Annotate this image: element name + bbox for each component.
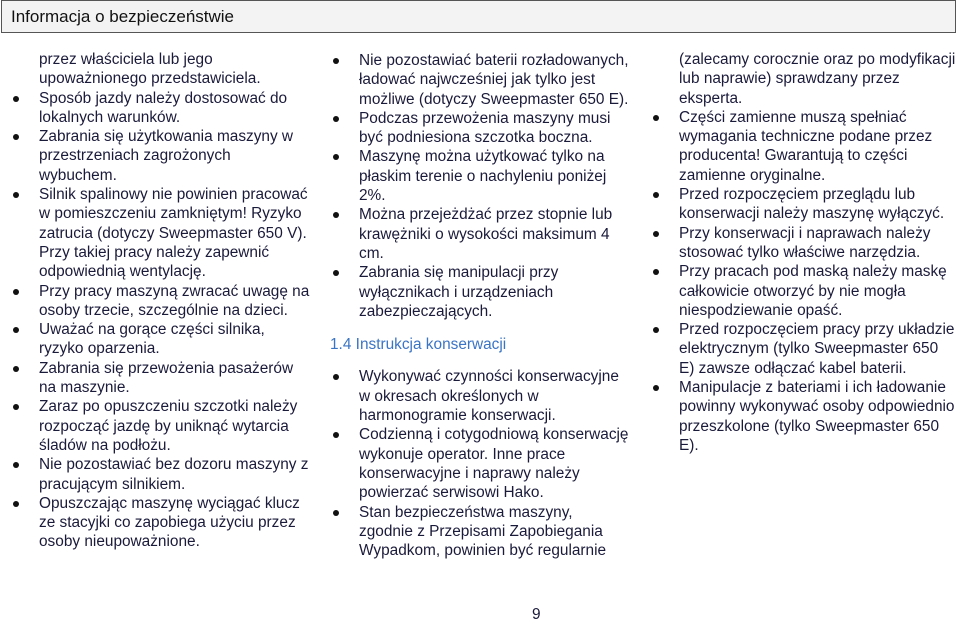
section-header <box>1 0 956 33</box>
list-item: Stan bezpieczeństwa maszyny, zgodnie z Przepisami Zapobiegania Wypadkom, powinien być regularnie <box>330 503 630 561</box>
safety-list-1 <box>10 50 310 552</box>
maintenance-list-continued <box>650 50 956 455</box>
list-item: Silnik spalinowy nie powinien pracować w pomieszczeniu zamkniętym! Ryzyko zatrucia (dotyczy Sweepmaster 650 V). Przy takiej pracy należy zapewnić odpowiednią wentylację. <box>10 185 310 281</box>
list-item: Zabrania się użytkowania maszyny w przestrzeniach zagrożonych wybuchem. <box>10 127 310 185</box>
column-1 <box>10 50 310 552</box>
safety-list-2 <box>330 51 630 321</box>
list-item: Nie pozostawiać bez dozoru maszyny z pracującym silnikiem. <box>10 455 310 494</box>
list-item: Sposób jazdy należy dostosować do lokalnych warunków. <box>10 89 310 128</box>
list-item-continuation: przez właściciela lub jego upoważnionego przedstawiciela. <box>39 51 261 88</box>
list-item: Uważać na gorące części silnika, ryzyko oparzenia. <box>10 320 310 359</box>
list-item: Zaraz po opuszczeniu szczotki należy rozpocząć jazdę by uniknąć wytarcia śladów na podłożu. <box>10 397 310 455</box>
list-item: Opuszczając maszynę wyciągać klucz ze stacyjki co zapobiega użyciu przez osoby nieupoważnione. <box>10 494 310 552</box>
list-item: Przy pracy maszyną zwracać uwagę na osoby trzecie, szczególnie na dzieci. <box>10 282 310 321</box>
list-item: Przed rozpoczęciem pracy przy układzie elektrycznym (tylko Sweepmaster 650 E) zawsze odłączać kabel baterii. <box>650 320 956 378</box>
column-2 <box>330 51 630 560</box>
list-item: Maszynę można użytkować tylko na płaskim terenie o nachyleniu poniżej 2%. <box>330 147 630 205</box>
list-item: Zabrania się przewożenia pasażerów na maszynie. <box>10 359 310 398</box>
list-item: Przed rozpoczęciem przeglądu lub konserwacji należy maszynę wyłączyć. <box>650 185 956 224</box>
list-item: Nie pozostawiać baterii rozładowanych, ładować najwcześniej jak tylko jest możliwe (dotyczy Sweepmaster 650 E). <box>330 51 630 109</box>
page-number: 9 <box>532 606 541 623</box>
list-item: Zabrania się manipulacji przy wyłącznikach i urządzeniach zabezpieczających. <box>330 263 630 321</box>
list-item: Części zamienne muszą spełniać wymagania techniczne podane przez producenta! Gwarantują to części zamienne oryginalne. <box>650 108 956 185</box>
list-item: Manipulacje z bateriami i ich ładowanie powinny wykonywać osoby odpowiednio przeszkolone (tylko Sweepmaster 650 E). <box>650 378 956 455</box>
list-item: Codzienną i cotygodniową konserwację wykonuje operator. Inne prace konserwacyjne i naprawy należy powierzać serwisowi Hako. <box>330 425 630 502</box>
column-3 <box>650 50 956 455</box>
list-item: Przy pracach pod maską należy maskę całkowicie otworzyć by nie mogła niespodziewanie opaść. <box>650 262 956 320</box>
section-title: Informacja o bezpieczeństwie <box>11 7 235 26</box>
list-item: Można przejeżdżać przez stopnie lub krawężniki o wysokości maksimum 4 cm. <box>330 205 630 263</box>
list-item-continuation: (zalecamy corocznie oraz po modyfikacji lub naprawie) sprawdzany przez eksperta. <box>679 51 956 107</box>
maintenance-heading: 1.4 Instrukcja konserwacji <box>330 336 507 354</box>
list-item: Wykonywać czynności konserwacyjne w okresach określonych w harmonogramie konserwacji. <box>330 367 630 425</box>
list-item: Podczas przewożenia maszyny musi być podniesiona szczotka boczna. <box>330 109 630 148</box>
maintenance-list <box>330 367 630 560</box>
list-item: Przy konserwacji i naprawach należy stosować tylko właściwe narzędzia. <box>650 224 956 263</box>
